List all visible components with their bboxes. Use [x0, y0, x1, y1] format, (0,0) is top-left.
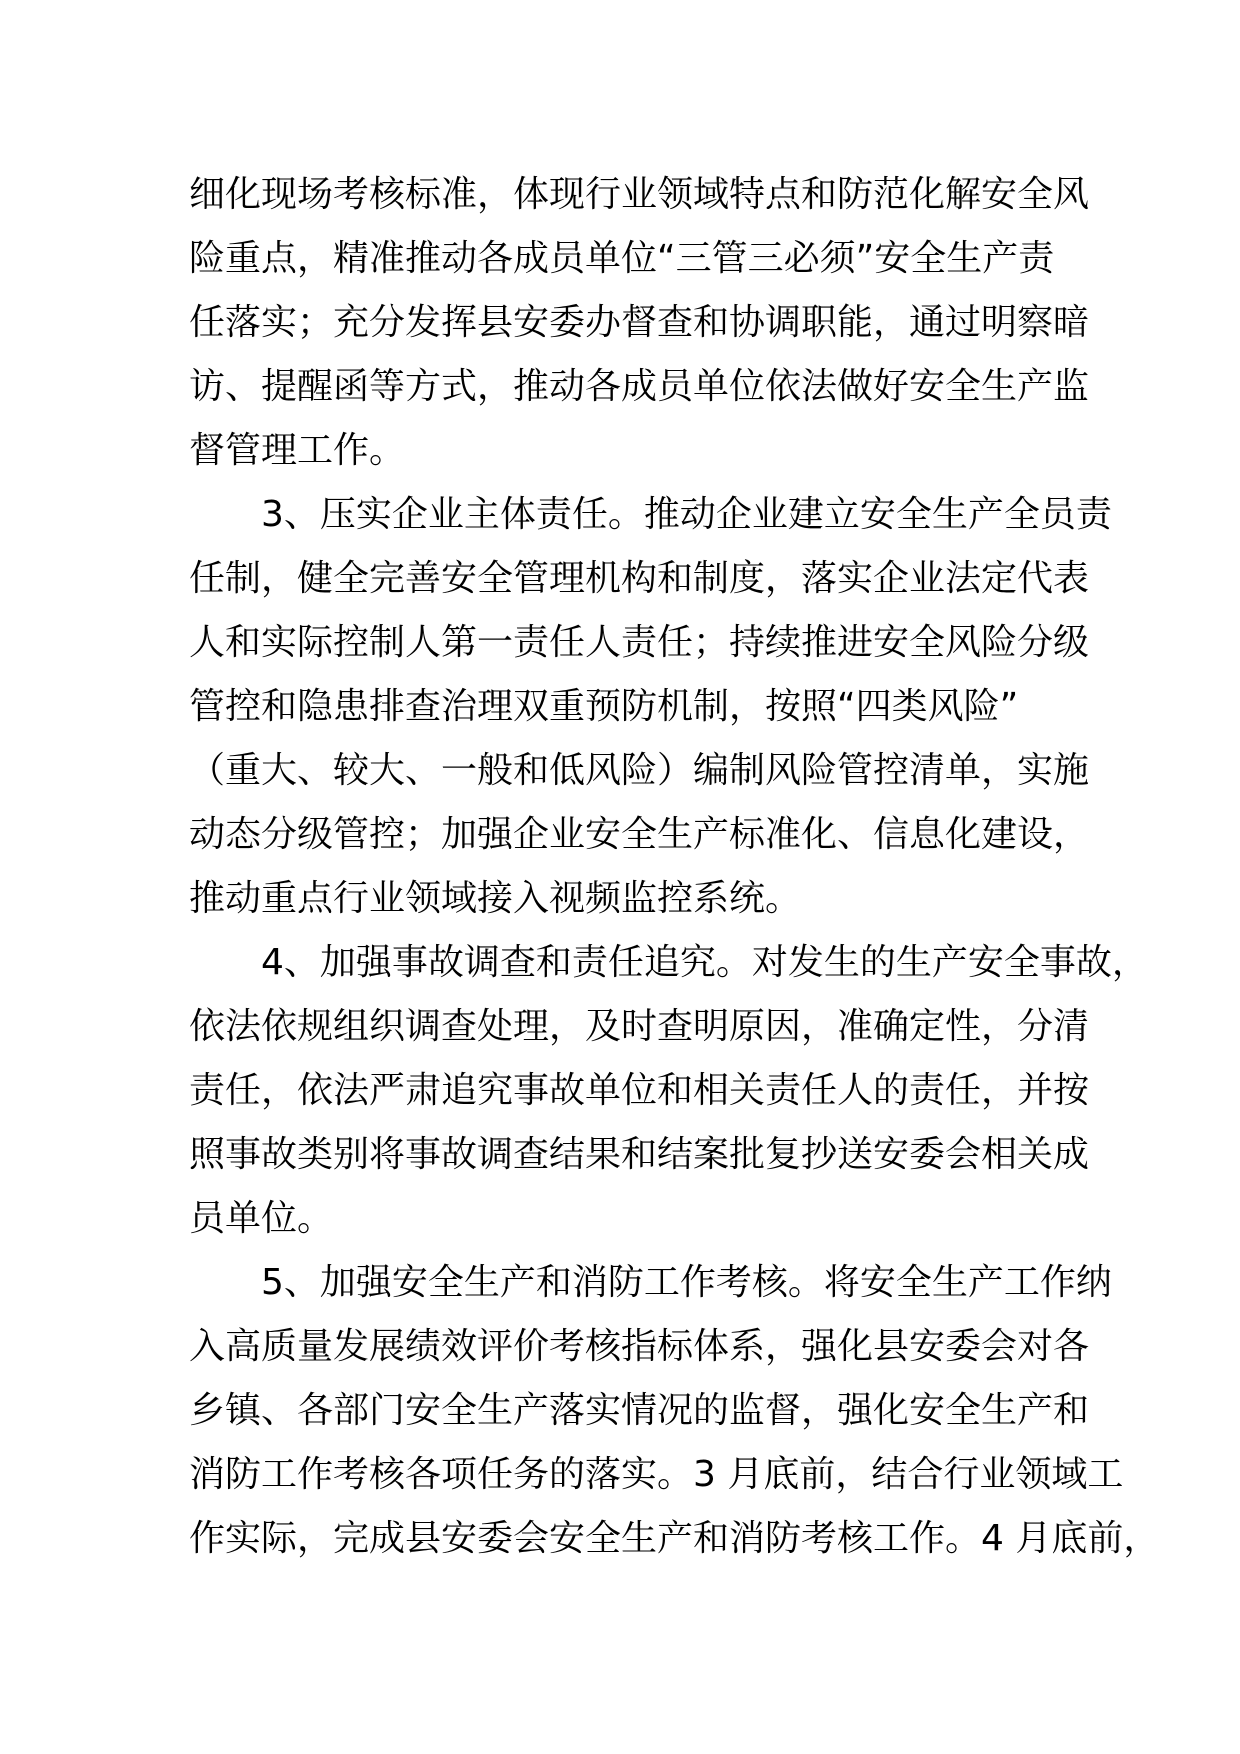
text-line: 访、提醒函等方式，推动各成员单位依法做好安全生产监 — [189, 366, 1090, 407]
text-line: 依法依规组织调查处理，及时查明原因，准确定性，分清 — [189, 1006, 1090, 1047]
text-line: 管控和隐患排查治理双重预防机制，按照“四类风险” — [189, 686, 1019, 727]
text-line: 动态分级管控；加强企业安全生产标准化、信息化建设， — [189, 814, 1090, 855]
paragraph-heading-line: 3、压实企业主体责任。推动企业建立安全生产全员责 — [261, 494, 1112, 535]
text-line: 作实际，完成县安委会安全生产和消防考核工作。4 月底前， — [189, 1518, 1160, 1559]
text-line: 任制，健全完善安全管理机构和制度，落实企业法定代表 — [189, 558, 1090, 599]
text-line: 入高质量发展绩效评价考核指标体系，强化县安委会对各 — [189, 1326, 1090, 1367]
text-line: 险重点，精准推动各成员单位“三管三必须”安全生产责 — [189, 238, 1055, 279]
document-body — [189, 163, 1160, 1571]
text-line: 照事故类别将事故调查结果和结案批复抄送安委会相关成 — [189, 1134, 1090, 1175]
text-line: 推动重点行业领域接入视频监控系统。 — [189, 878, 802, 919]
text-line: 责任，依法严肃追究事故单位和相关责任人的责任，并按 — [189, 1070, 1090, 1111]
text-line: 督管理工作。 — [189, 430, 406, 471]
paragraph-heading-line: 5、加强安全生产和消防工作考核。将安全生产工作纳 — [261, 1262, 1112, 1303]
text-line: 任落实；充分发挥县安委办督查和协调职能，通过明察暗 — [189, 302, 1090, 343]
text-line: 人和实际控制人第一责任人责任；持续推进安全风险分级 — [189, 622, 1090, 663]
text-line: 乡镇、各部门安全生产落实情况的监督，强化安全生产和 — [189, 1390, 1090, 1431]
text-line: 消防工作考核各项任务的落实。3 月底前，结合行业领域工 — [189, 1454, 1124, 1495]
text-line: 细化现场考核标准，体现行业领域特点和防范化解安全风 — [189, 174, 1090, 215]
text-line: （重大、较大、一般和低风险）编制风险管控清单，实施 — [189, 750, 1090, 791]
text-line: 员单位。 — [189, 1198, 334, 1239]
paragraph-heading-line: 4、加强事故调查和责任追究。对发生的生产安全事故， — [261, 942, 1148, 983]
